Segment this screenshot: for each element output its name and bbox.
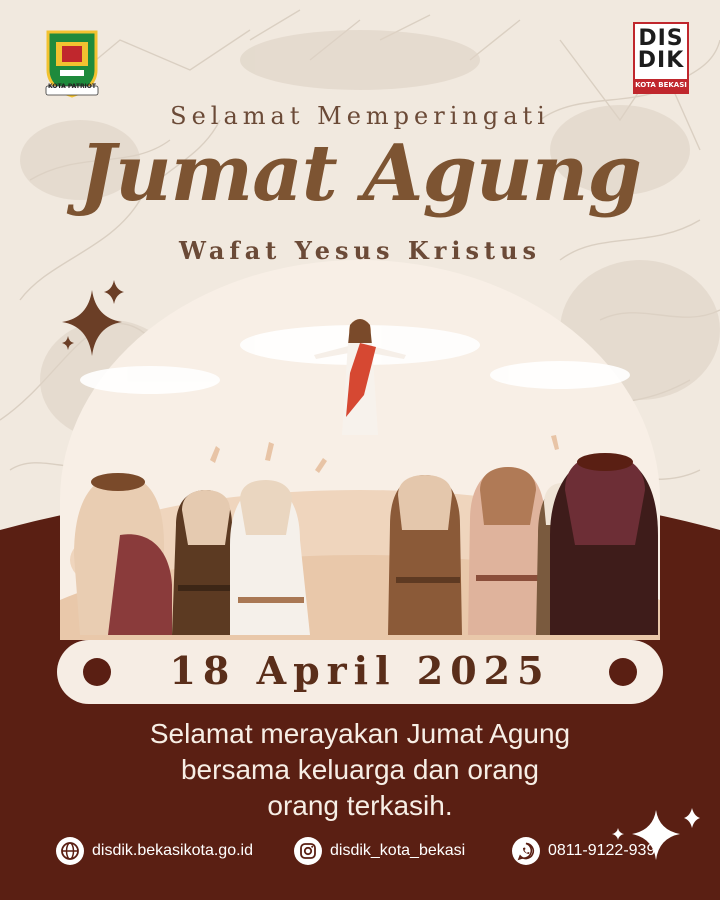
whatsapp-icon xyxy=(512,837,540,865)
date-banner xyxy=(57,640,663,704)
greeting-line-2: bersama keluarga dan orang xyxy=(180,754,539,785)
instagram-icon xyxy=(294,837,322,865)
globe-icon xyxy=(56,837,84,865)
greeting-line-3: orang terkasih. xyxy=(267,790,453,821)
footer-whatsapp[interactable] xyxy=(512,836,655,866)
ascension-scene-illustration xyxy=(60,285,660,645)
whatsapp-number[interactable]: 0811-9122-939 xyxy=(548,842,656,859)
crowd-figures xyxy=(74,453,658,635)
disdik-logo-text: DIS DIK xyxy=(637,26,685,73)
page-title: Jumat Agung xyxy=(79,128,641,219)
website-link[interactable]: disdik.bekasikota.go.id xyxy=(92,842,253,859)
pre-title: Selamat Memperingati xyxy=(170,102,550,130)
disdik-logo-subtext: KOTA BEKASI xyxy=(635,79,687,92)
disdik-logo xyxy=(633,22,689,94)
instagram-handle[interactable]: disdik_kota_bekasi xyxy=(330,842,466,859)
footer-website[interactable] xyxy=(56,836,253,866)
crest-motto: KOTA PATRIOT xyxy=(47,83,96,90)
footer-instagram[interactable] xyxy=(294,836,465,866)
sparkle-icon xyxy=(62,280,132,360)
event-date: 18 April 2025 xyxy=(169,648,551,693)
greeting-message xyxy=(0,716,720,824)
greeting-line-1: Selamat merayakan Jumat Agung xyxy=(149,718,571,749)
sub-title: Wafat Yesus Kristus xyxy=(178,236,542,265)
